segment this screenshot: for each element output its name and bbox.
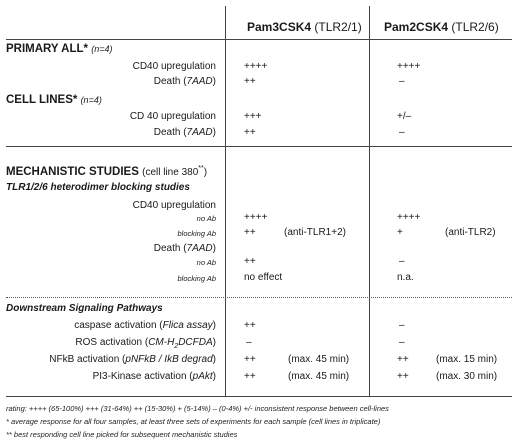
cell-note: (anti-TLR1+2) [284, 227, 346, 238]
row-label: NFkB activation (pNFkB / IkB degrad) [49, 354, 216, 365]
footnote-double-star: ** best responding cell line picked for subsequent mechanistic studies [6, 430, 238, 439]
column-header-pam3-name: Pam3CSK4 [247, 20, 312, 34]
cell-value: ++++ [244, 212, 268, 223]
cell-note: (max. 45 min) [288, 354, 350, 365]
row-label: CD40 upregulation [132, 61, 216, 72]
cell-value: – [246, 337, 252, 348]
cell-note: (anti-TLR2) [445, 227, 496, 238]
cell-value: – [399, 337, 405, 348]
cell-value: ++++ [397, 212, 421, 223]
cell-note: (max. 30 min) [436, 371, 498, 382]
cell-value: ++ [244, 354, 256, 365]
mechanistic-subtitle: TLR1/2/6 heterodimer blocking studies [6, 182, 190, 193]
mechanistic-note-sup: ** [198, 165, 204, 172]
footnote-rating: rating: ++++ (65-100%) +++ (31-64%) ++ (15-30%) + (5-14%) – (0-4%) +/- inconsistent response between cell-lines [6, 404, 389, 413]
cell-value: ++ [244, 256, 256, 267]
cell-value: + [397, 227, 403, 238]
cell-value: ++ [244, 371, 256, 382]
primary-all-n: (n=4) [91, 44, 113, 54]
row-label: Death (7AAD) [153, 127, 216, 138]
column-header-pam3-receptor: (TLR2/1) [311, 20, 362, 34]
cell-value: ++ [397, 371, 409, 382]
column-divider-2 [369, 6, 370, 396]
bottom-rule [6, 396, 512, 397]
section-rule-1 [6, 146, 512, 147]
cell-value: – [399, 76, 405, 87]
cell-note: (max. 15 min) [436, 354, 498, 365]
cell-value: – [399, 256, 405, 267]
header-rule [6, 39, 512, 40]
death-label: Death (7AAD) [153, 243, 216, 254]
mechanistic-note: (cell line 380 [142, 166, 199, 178]
column-header-pam2-name: Pam2CSK4 [384, 20, 449, 34]
cell-value: ++++ [244, 61, 268, 72]
row-label: PI3-Kinase activation (pAkt) [92, 371, 216, 382]
cell-value: ++ [244, 320, 256, 331]
column-header-pam2-receptor: (TLR2/6) [448, 20, 499, 34]
cell-value: – [399, 127, 405, 138]
cell-value: +++ [244, 111, 262, 122]
downstream-title: Downstream Signaling Pathways [6, 303, 163, 314]
cell-value: no effect [244, 272, 283, 283]
row-label: caspase activation (Flica assay) [74, 320, 216, 331]
cell-value: – [399, 320, 405, 331]
cell-value: ++ [244, 227, 256, 238]
blocking-ab-label: blocking Ab [177, 229, 216, 238]
cell-value: +/– [397, 111, 412, 122]
cd40-label: CD40 upregulation [132, 200, 216, 211]
row-label: CD 40 upregulation [129, 111, 216, 122]
mechanistic-note-close: ) [203, 166, 208, 178]
footnote-star: * average response for all four samples, at least three sets of experiments for each sample (cell lines in triplicate) [6, 417, 381, 426]
mechanistic-title: MECHANISTIC STUDIES [6, 165, 139, 178]
column-divider-1 [225, 6, 226, 396]
no-ab-label: no Ab [196, 214, 216, 223]
column-header-pam2 [384, 20, 499, 34]
section-title-mechanistic [6, 165, 207, 178]
primary-all-title: PRIMARY ALL* [6, 43, 88, 55]
section-title-cell-lines [6, 94, 102, 106]
cell-lines-title: CELL LINES* [6, 94, 78, 106]
cell-value: ++ [397, 354, 409, 365]
cell-note: (max. 45 min) [288, 371, 350, 382]
cell-value: ++ [244, 76, 256, 87]
cell-value: ++ [244, 127, 256, 138]
cell-value: n.a. [397, 272, 414, 283]
section-rule-2 [6, 297, 512, 298]
row-label: Death (7AAD) [153, 76, 216, 87]
blocking-ab-label: blocking Ab [177, 274, 216, 283]
cell-lines-n: (n=4) [80, 95, 102, 105]
cell-value: ++++ [397, 61, 421, 72]
column-header-pam3 [247, 20, 362, 34]
row-label: ROS activation $(CM-H_2DCFDA)$ [75, 337, 216, 350]
section-title-primary-all [6, 43, 112, 55]
no-ab-label: no Ab [196, 258, 216, 267]
